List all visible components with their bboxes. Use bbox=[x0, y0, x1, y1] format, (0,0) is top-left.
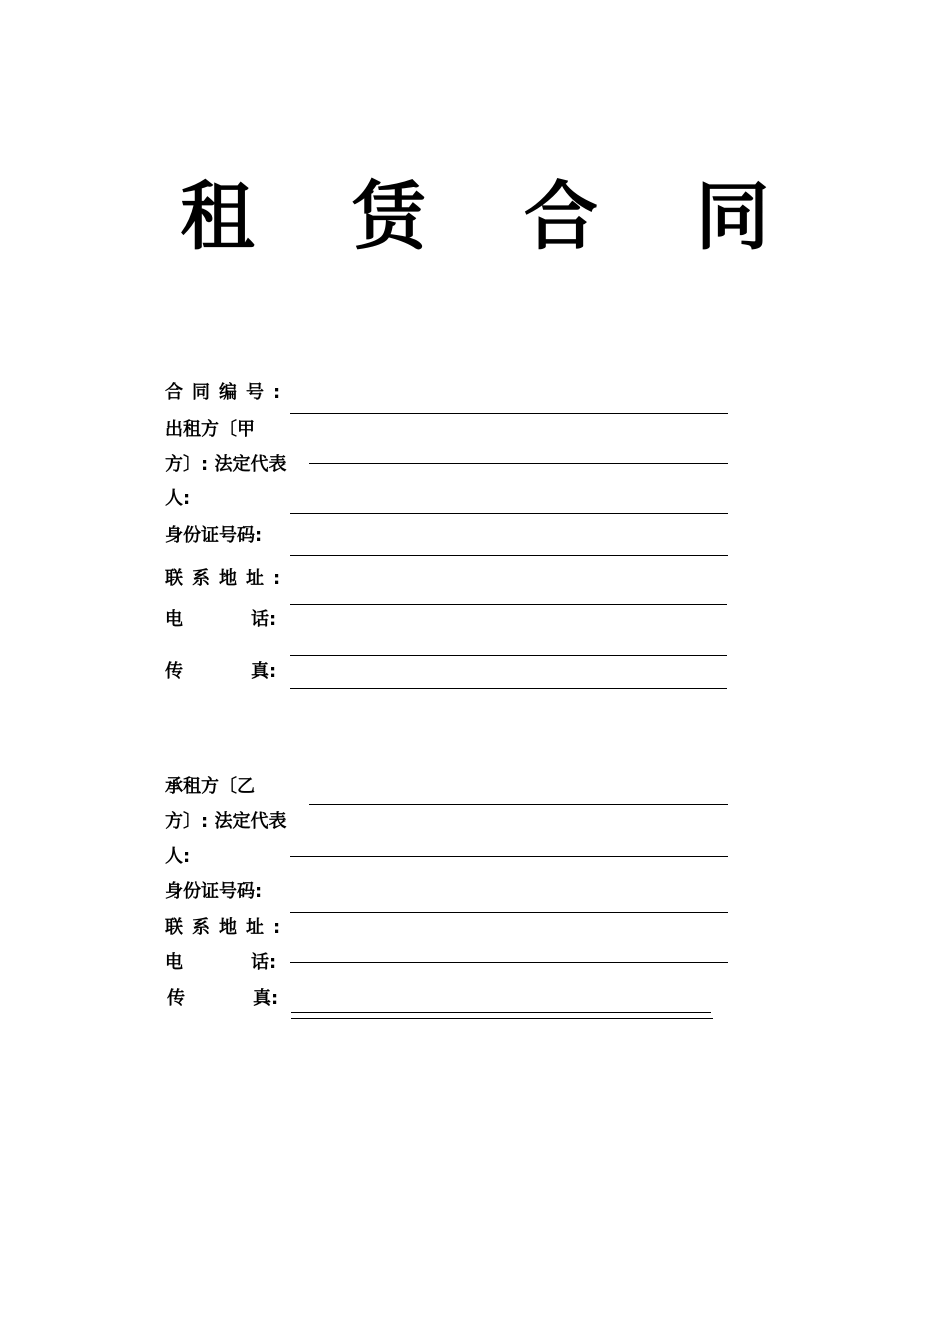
lessor-representative-field[interactable] bbox=[290, 513, 728, 514]
contract-number-field[interactable] bbox=[290, 413, 728, 414]
lessor-phone-label-b: 话: bbox=[251, 609, 277, 630]
lessor-label-line1: 出租方〔甲 bbox=[165, 419, 255, 440]
lessor-address-field[interactable] bbox=[290, 604, 727, 605]
document-title: 租 赁 合 同 bbox=[180, 174, 806, 260]
lessor-phone-field[interactable] bbox=[290, 655, 727, 656]
lessor-fax-field[interactable] bbox=[290, 688, 727, 689]
lessor-name-field[interactable] bbox=[309, 463, 728, 464]
lessee-phone-field[interactable] bbox=[291, 1012, 711, 1013]
lessee-address-label: 联系地址: bbox=[165, 917, 290, 938]
lessee-representative-field[interactable] bbox=[290, 856, 728, 857]
lessee-phone-label-a: 电 bbox=[165, 952, 183, 973]
lessee-fax-label-b: 真: bbox=[253, 988, 279, 1009]
lessee-label-line2: 方〕: 法定代表 bbox=[165, 811, 287, 832]
lessee-fax-label-a: 传 bbox=[167, 988, 185, 1009]
lessor-fax-label-b: 真: bbox=[251, 661, 277, 682]
lessee-id-field[interactable] bbox=[290, 912, 728, 913]
lessor-fax-label-a: 传 bbox=[165, 661, 183, 682]
lessee-address-field[interactable] bbox=[290, 962, 728, 963]
contract-number-label: 合同编号: bbox=[165, 382, 290, 403]
lessor-id-field[interactable] bbox=[290, 555, 728, 556]
lessee-name-field[interactable] bbox=[309, 804, 728, 805]
lessor-label-line3: 人: bbox=[165, 488, 191, 509]
lessee-id-label: 身份证号码: bbox=[165, 881, 263, 902]
lessor-address-label: 联系地址: bbox=[165, 568, 290, 589]
lessor-label-line2: 方〕: 法定代表 bbox=[165, 454, 287, 475]
lessor-id-label: 身份证号码: bbox=[165, 525, 263, 546]
lessee-label-line3: 人: bbox=[165, 846, 191, 867]
lessee-phone-label-b: 话: bbox=[251, 952, 277, 973]
lessee-label-line1: 承租方〔乙 bbox=[165, 776, 255, 797]
lessee-fax-field[interactable] bbox=[291, 1018, 713, 1019]
lessor-phone-label-a: 电 bbox=[165, 609, 183, 630]
